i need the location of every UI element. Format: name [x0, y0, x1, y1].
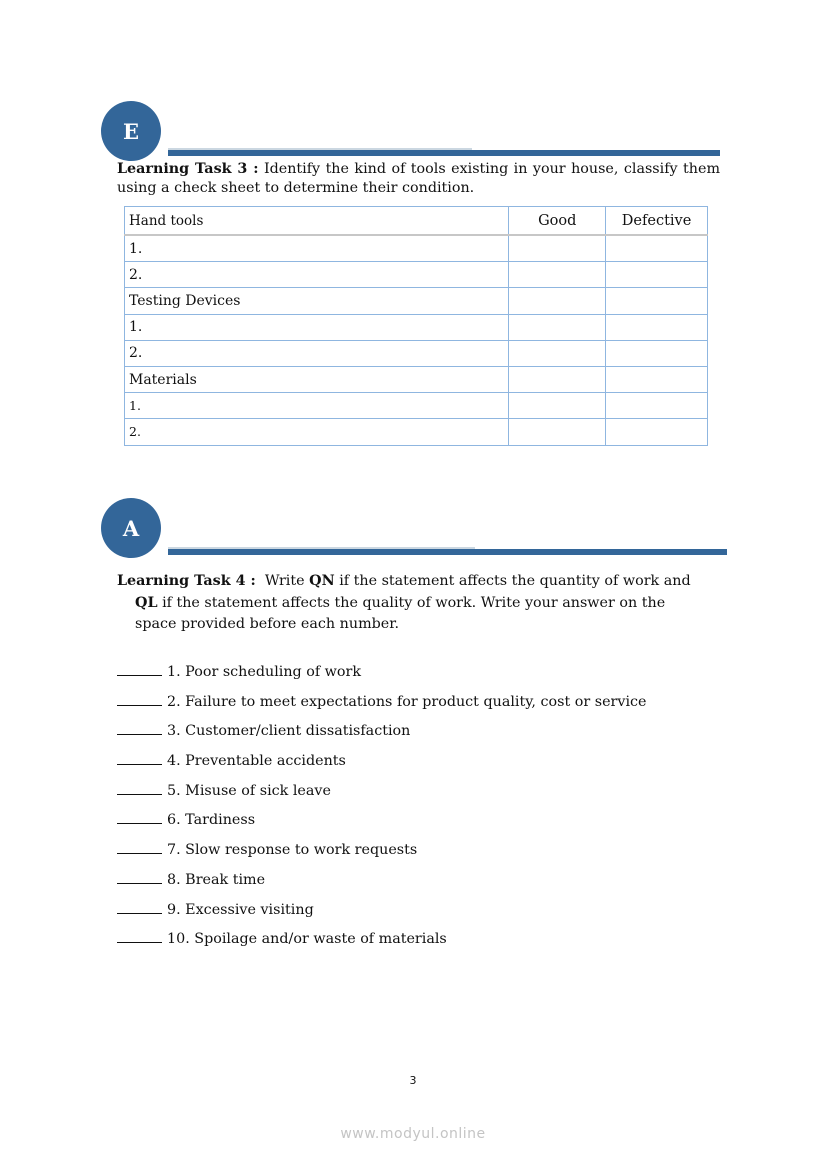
table-row: [125, 366, 708, 392]
header-hand-tools: Hand tools: [125, 207, 509, 236]
list-item: [117, 661, 647, 691]
list-item: [117, 720, 647, 750]
good-cell[interactable]: [509, 288, 606, 314]
row-label: 1.: [125, 393, 509, 419]
statement-list: [117, 661, 647, 958]
instruction-text: Write: [264, 573, 305, 589]
list-item: [117, 809, 647, 839]
answer-blank[interactable]: [117, 839, 162, 854]
row-label: 1.: [125, 314, 509, 340]
good-cell[interactable]: [509, 262, 606, 288]
task-label: Learning Task 3 :: [117, 161, 259, 177]
header-defective: Defective: [606, 207, 708, 236]
row-category-label: Materials: [125, 366, 509, 392]
learning-task-4-instructions: [117, 571, 717, 636]
statement-text: 5. Misuse of sick leave: [167, 782, 331, 799]
section-divider-bar: [168, 549, 727, 555]
answer-blank[interactable]: [117, 809, 162, 824]
answer-blank[interactable]: [117, 750, 162, 765]
good-cell[interactable]: [509, 419, 606, 445]
answer-blank[interactable]: [117, 869, 162, 884]
defective-cell[interactable]: [606, 288, 708, 314]
list-item: [117, 899, 647, 929]
list-item: [117, 691, 647, 721]
table-row: [125, 262, 708, 288]
list-item: [117, 750, 647, 780]
statement-text: 6. Tardiness: [167, 812, 256, 829]
row-label: 2.: [125, 262, 509, 288]
defective-cell[interactable]: [606, 393, 708, 419]
list-item: [117, 928, 647, 958]
good-cell[interactable]: [509, 366, 606, 392]
answer-blank[interactable]: [117, 661, 162, 676]
answer-blank[interactable]: [117, 899, 162, 914]
answer-blank[interactable]: [117, 928, 162, 943]
table-row: [125, 314, 708, 340]
statement-text: 8. Break time: [167, 871, 266, 888]
code-ql: QL: [135, 594, 158, 611]
table-row: [125, 393, 708, 419]
page-number: 3: [409, 1074, 417, 1087]
defective-cell[interactable]: [606, 419, 708, 445]
defective-cell[interactable]: [606, 366, 708, 392]
defective-cell[interactable]: [606, 262, 708, 288]
row-label: 2.: [125, 419, 509, 445]
watermark: www.modyul.online: [340, 1126, 486, 1142]
table-header-row: [125, 207, 708, 236]
good-cell[interactable]: [509, 340, 606, 366]
section-divider-bar: [168, 150, 720, 156]
list-item: [117, 869, 647, 899]
instruction-text: if the statement affects the quantity of work and: [339, 573, 691, 589]
task-text: Identify the kind of tools existing in your house, classify them using a check sheet to determine their condition.: [117, 161, 721, 196]
table-row: [125, 419, 708, 445]
good-cell[interactable]: [509, 235, 606, 262]
table-row: [125, 288, 708, 314]
statement-text: 10. Spoilage and/or waste of materials: [167, 931, 447, 948]
defective-cell[interactable]: [606, 340, 708, 366]
badge-letter: A: [122, 515, 140, 541]
statement-text: 4. Preventable accidents: [167, 753, 346, 770]
table-row: [125, 235, 708, 262]
table-row: [125, 340, 708, 366]
row-label: 1.: [125, 235, 509, 262]
row-category-label: Testing Devices: [125, 288, 509, 314]
task-label: Learning Task 4 :: [117, 573, 256, 589]
good-cell[interactable]: [509, 393, 606, 419]
statement-text: 9. Excessive visiting: [167, 901, 314, 918]
code-qn: QN: [309, 573, 335, 589]
row-label: 2.: [125, 340, 509, 366]
answer-blank[interactable]: [117, 780, 162, 795]
instruction-text: space provided before each number.: [135, 616, 400, 632]
statement-text: 1. Poor scheduling of work: [167, 664, 362, 680]
badge-letter: E: [122, 118, 139, 144]
section-badge-a: [101, 498, 161, 558]
answer-blank[interactable]: [117, 720, 162, 735]
instruction-text: if the statement affects the quality of work. Write your answer on the: [162, 594, 666, 611]
defective-cell[interactable]: [606, 235, 708, 262]
defective-cell[interactable]: [606, 314, 708, 340]
good-cell[interactable]: [509, 314, 606, 340]
learning-task-3-instructions: [117, 160, 720, 198]
section-badge-e: [101, 101, 161, 161]
list-item: [117, 780, 647, 810]
tools-check-sheet-table: [124, 206, 708, 446]
statement-text: 2. Failure to meet expectations for product quality, cost or service: [167, 693, 647, 710]
statement-text: 7. Slow response to work requests: [167, 842, 418, 859]
answer-blank[interactable]: [117, 691, 162, 706]
list-item: [117, 839, 647, 869]
header-good: Good: [509, 207, 606, 236]
statement-text: 3. Customer/client dissatisfaction: [167, 723, 411, 740]
